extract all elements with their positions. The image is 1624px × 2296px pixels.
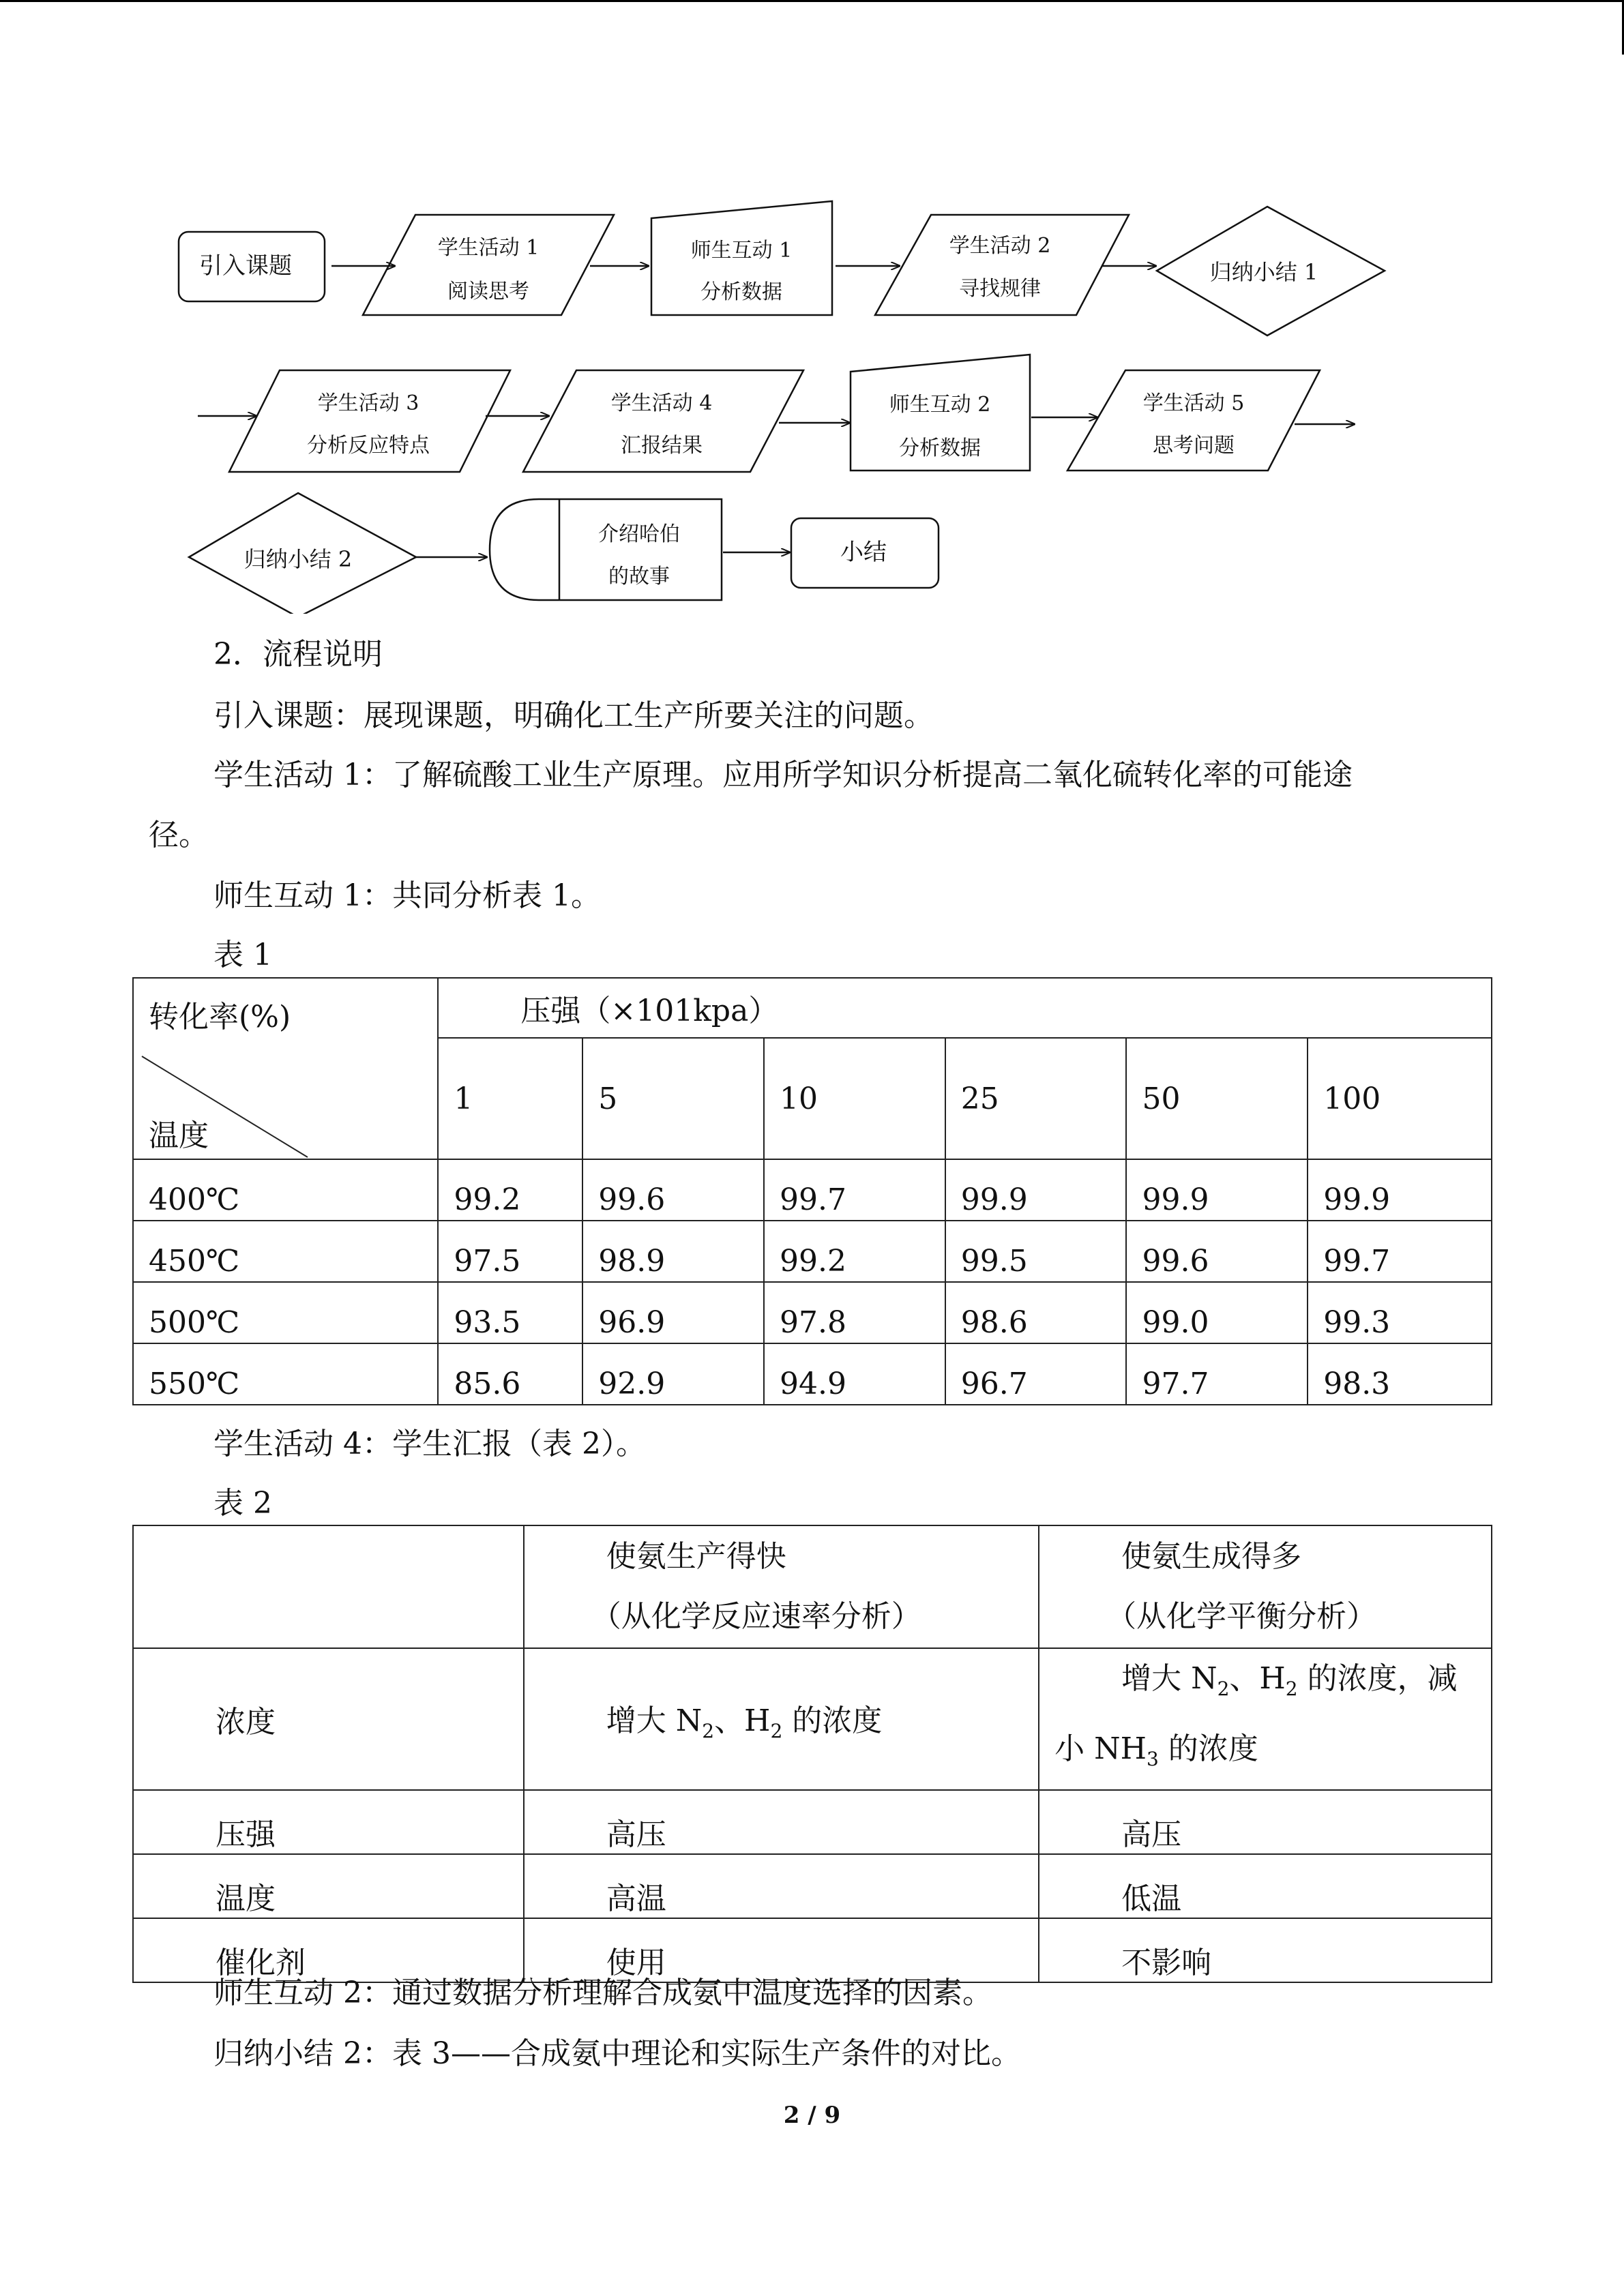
value-cell: 92.9 xyxy=(582,1343,764,1405)
value-cell: 98.9 xyxy=(582,1221,764,1282)
value-cell: 99.2 xyxy=(764,1221,945,1282)
paragraph-activity1: 学生活动 1：了解硫酸工业生产原理。应用所学知识分析提高二氧化硫转化率的可能途 xyxy=(213,758,1353,792)
table2-empty-cell xyxy=(133,1525,524,1648)
table1-corner-bottom: 温度 xyxy=(149,1118,209,1153)
value-cell: 99.7 xyxy=(764,1159,945,1221)
table-row xyxy=(133,1343,1492,1405)
concentration-equilibrium-cell xyxy=(1039,1648,1492,1790)
table2-rate-header xyxy=(524,1525,1039,1648)
value-cell: 96.9 xyxy=(582,1282,764,1343)
table-row xyxy=(133,1648,1492,1790)
pressure-cell: 25 xyxy=(945,1038,1127,1159)
equilibrium-header-title: 使氨生成得多 xyxy=(1121,1539,1302,1574)
value-cell: 99.6 xyxy=(582,1159,764,1221)
value-cell: 99.9 xyxy=(945,1159,1127,1221)
rate-cell: 高压 xyxy=(524,1790,1039,1854)
value-cell: 96.7 xyxy=(945,1343,1127,1405)
conc-text: 、H xyxy=(1229,1661,1286,1696)
value-cell: 99.6 xyxy=(1126,1221,1308,1282)
conclusion-label: 小结 xyxy=(840,539,887,566)
value-cell: 99.0 xyxy=(1126,1282,1308,1343)
paragraph-summary2: 归纳小结 2：表 3——合成氨中理论和实际生产条件的对比。 xyxy=(213,2036,1021,2071)
interaction1-desc: 分析数据 xyxy=(700,280,782,304)
pressure-cell: 100 xyxy=(1308,1038,1492,1159)
pressure-cell: 50 xyxy=(1126,1038,1308,1159)
table1-corner-cell xyxy=(133,978,438,1159)
value-cell: 97.8 xyxy=(764,1282,945,1343)
rate-header-subtitle: （从化学反应速率分析） xyxy=(591,1599,921,1634)
rate-cell: 使用 xyxy=(524,1918,1039,1982)
haber-shape xyxy=(490,499,722,600)
value-cell: 97.5 xyxy=(438,1221,582,1282)
interaction1-title: 师生互动 1 xyxy=(690,239,793,263)
value-cell: 98.6 xyxy=(945,1282,1127,1343)
table1-header-row xyxy=(133,978,1492,1038)
value-cell: 85.6 xyxy=(438,1343,582,1405)
equilibrium-header-subtitle: （从化学平衡分析） xyxy=(1106,1599,1377,1634)
value-cell: 99.3 xyxy=(1308,1282,1492,1343)
paragraph-interaction1: 师生互动 1：共同分析表 1。 xyxy=(213,878,601,913)
activity1-desc: 阅读思考 xyxy=(447,280,529,303)
conc-text: 增大 N xyxy=(1121,1661,1217,1696)
paragraph-activity4: 学生活动 4：学生汇报（表 2）。 xyxy=(213,1427,646,1461)
table1-corner-top: 转化率(%) xyxy=(149,1000,291,1034)
table2-caption: 表 2 xyxy=(213,1486,272,1521)
row-label: 温度 xyxy=(133,1854,524,1918)
subscript: 2 xyxy=(1285,1678,1298,1700)
temperature-cell: 450℃ xyxy=(133,1221,438,1282)
activity3-title: 学生活动 3 xyxy=(317,391,419,415)
activity2-desc: 寻找规律 xyxy=(959,277,1041,301)
page-number: 2 / 9 xyxy=(783,2102,841,2129)
pressure-cell: 1 xyxy=(438,1038,582,1159)
conc-line-1 xyxy=(1054,1649,1476,1719)
value-cell: 99.9 xyxy=(1126,1159,1308,1221)
value-cell: 93.5 xyxy=(438,1282,582,1343)
row-label: 浓度 xyxy=(133,1648,524,1790)
temperature-cell: 400℃ xyxy=(133,1159,438,1221)
activity3-desc: 分析反应特点 xyxy=(307,434,430,458)
subscript: 2 xyxy=(702,1720,715,1742)
intro-label: 引入课题 xyxy=(199,252,292,280)
equilibrium-cell: 不影响 xyxy=(1039,1918,1492,1982)
paragraph-intro: 引入课题：展现课题，明确化工生产所要关注的问题。 xyxy=(213,698,934,733)
paragraph-interaction2: 师生互动 2：通过数据分析理解合成氨中温度选择的因素。 xyxy=(213,1976,992,2010)
summary1-label: 归纳小结 1 xyxy=(1209,259,1318,285)
conc-text: 的浓度，减 xyxy=(1297,1661,1458,1696)
value-cell: 97.7 xyxy=(1126,1343,1308,1405)
concentration-rate-cell xyxy=(524,1648,1039,1790)
table1-pressure-header: 压强（×101kpa） xyxy=(438,978,1492,1038)
subscript: 2 xyxy=(1217,1678,1230,1700)
summary2-label: 归纳小结 2 xyxy=(243,546,353,572)
interaction2-title: 师生互动 2 xyxy=(889,393,991,417)
section-title: 2．流程说明 xyxy=(213,637,383,672)
activity4-title: 学生活动 4 xyxy=(610,391,713,415)
activity5-desc: 思考问题 xyxy=(1153,434,1235,458)
conc-text: 增大 N xyxy=(606,1703,703,1738)
table-2 xyxy=(132,1525,1492,1983)
rate-cell: 高温 xyxy=(524,1854,1039,1918)
temperature-cell: 550℃ xyxy=(133,1343,438,1405)
table2-equilibrium-header xyxy=(1039,1525,1492,1648)
activity2-title: 学生活动 2 xyxy=(949,234,1051,258)
haber-line1: 介绍哈伯 xyxy=(598,522,680,546)
table-row xyxy=(133,1790,1492,1854)
pressure-cell: 5 xyxy=(582,1038,764,1159)
pressure-cell: 10 xyxy=(764,1038,945,1159)
value-cell: 99.2 xyxy=(438,1159,582,1221)
table-1 xyxy=(132,977,1492,1405)
paragraph-activity1-cont: 径。 xyxy=(149,818,209,852)
interaction2-desc: 分析数据 xyxy=(899,436,981,460)
table-row xyxy=(133,1221,1492,1282)
value-cell: 98.3 xyxy=(1308,1343,1492,1405)
equilibrium-cell: 低温 xyxy=(1039,1854,1492,1918)
conc-line-2 xyxy=(1054,1719,1476,1789)
equilibrium-cell: 高压 xyxy=(1039,1790,1492,1854)
row-label: 压强 xyxy=(133,1790,524,1854)
value-cell: 99.9 xyxy=(1308,1159,1492,1221)
table1-caption: 表 1 xyxy=(213,938,272,972)
subscript: 2 xyxy=(770,1720,783,1742)
conc-text: 、H xyxy=(714,1703,771,1738)
table-row xyxy=(133,1282,1492,1343)
conc-text: 小 NH xyxy=(1054,1731,1147,1766)
conc-text: 的浓度 xyxy=(782,1703,883,1738)
temperature-cell: 500℃ xyxy=(133,1282,438,1343)
conc-text: 的浓度 xyxy=(1158,1731,1258,1766)
value-cell: 94.9 xyxy=(764,1343,945,1405)
subscript: 3 xyxy=(1146,1748,1159,1770)
activity4-desc: 汇报结果 xyxy=(621,434,703,458)
table-row xyxy=(133,1159,1492,1221)
value-cell: 99.7 xyxy=(1308,1221,1492,1282)
value-cell: 99.5 xyxy=(945,1221,1127,1282)
activity5-title: 学生活动 5 xyxy=(1142,391,1245,415)
row-label: 催化剂 xyxy=(133,1918,524,1982)
table2-header-row xyxy=(133,1525,1492,1648)
rate-header-title: 使氨生产得快 xyxy=(606,1539,786,1574)
haber-line2: 的故事 xyxy=(608,565,670,588)
activity1-title: 学生活动 1 xyxy=(437,236,540,260)
teaching-flowchart xyxy=(0,0,1624,614)
table-row xyxy=(133,1854,1492,1918)
